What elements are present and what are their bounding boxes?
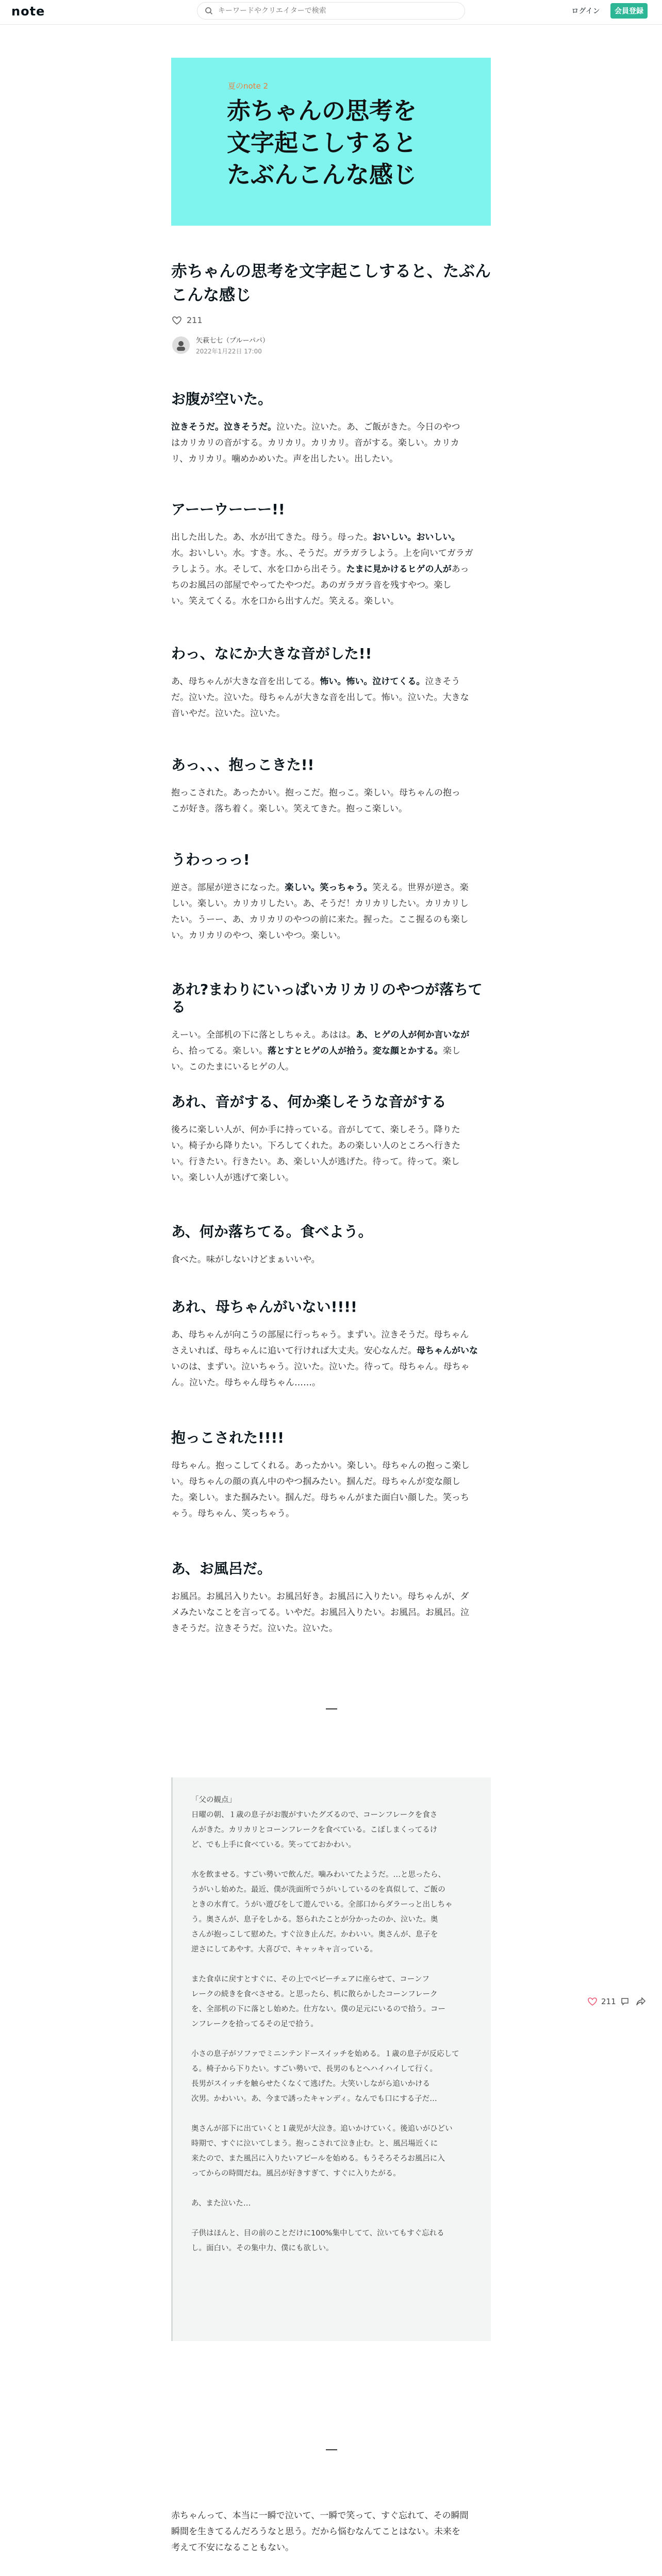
body-line: ラしよう。水。そして、水を口から出そう。たまに見かけるヒゲの人があっ: [171, 564, 469, 574]
section-body: [171, 1327, 491, 1391]
body-line: たい。うーー、あ、カリカリのやつの前に来た。握った。ここ握るのも楽し: [171, 914, 469, 925]
section-4: [171, 756, 491, 817]
note-logo[interactable]: note: [11, 4, 45, 19]
body-line: あ、母ちゃんが向こうの部屋に行っちゃう。まずい。泣きそうだ。母ちゃん: [171, 1330, 469, 1340]
section-body: [171, 1458, 491, 1522]
section-3: [171, 645, 491, 722]
section-body: [171, 1252, 491, 1268]
share-icon[interactable]: [636, 1997, 646, 2006]
body-line: はカリカリの音がする。カリカリ。カリカリ。音がする。楽しい。カリカ: [171, 438, 459, 448]
divider: [326, 2449, 337, 2450]
section-body: [171, 674, 491, 722]
section-heading: あ、お風呂だ。: [171, 1560, 272, 1577]
quote-paragraph: 奥さんが部下に出ていくと１歳児が大泣き。追いかけていく。後追いがひどい 時期で、すぐに泣いてしまう。抱っこされて泣き止む。と、風呂場近くに 来たので、また風呂に入りたいアピールを始める。もうそろそろお風呂に入 ってからの時間だね。風呂が好きすぎて、すぐに入りたがる。: [191, 2125, 453, 2178]
body-line: 音いやだ。泣いた。泣いた。: [171, 708, 285, 719]
body-line: メみたいなことを言ってる。いやだ。お風呂入りたい。お風呂。お風呂。泣: [171, 1607, 469, 1618]
quote-paragraph: また食卓に戻すとすぐに、その上でペビーチェアに座らせて、コーンフ レークの続きを食べさせる。と思ったら、机に散らかしたコーンフレーク を、全部机の下に落とし始めた。仕方ない。僕の足元にいるので拾う。コー ンフレークを拾ってるその足で拾う。: [191, 1975, 445, 2028]
like-count: 211: [187, 315, 203, 325]
hero-image: [171, 58, 491, 226]
section-heading: あっ、、、抱っこきた!!: [171, 756, 315, 773]
author-name[interactable]: 矢萩七七（プルーパパ）: [196, 337, 269, 345]
body-line: た。楽しい。また掴みたい。掴んだ。母ちゃんがまた面白い顔した。笑っち: [171, 1493, 469, 1503]
signup-button[interactable]: 会員登録: [610, 3, 648, 19]
section-10: [171, 1429, 491, 1522]
section-body: [171, 1027, 491, 1075]
section-heading: あれ、母ちゃんがいない!!!!: [171, 1298, 357, 1315]
search-icon: [205, 7, 213, 15]
article-title: 赤ちゃんの思考を文字起こしすると、たぶん こんな感じ: [171, 262, 491, 304]
body-line: 母ちゃん。抱っこしてくれる。あったかい。楽しい。母ちゃんの抱っこ楽し: [171, 1461, 470, 1471]
section-7: [171, 1093, 491, 1186]
post-date: 2022年1月22日 17:00: [196, 348, 262, 355]
body-line: ちのお風呂の部屋でやってたやつだ。あのガラガラ音を残すやつ。楽し: [171, 580, 452, 590]
hero-tag: 夏のnote 2: [228, 81, 269, 91]
body-line: いのは、まずい。泣いちゃう。泣いた。泣いた。待って。母ちゃん。母ちゃ: [171, 1362, 470, 1372]
avatar-icon: [175, 339, 187, 351]
body-line: 出した出した。あ、水が出てきた。母う。母った。おいしい。おいしい。: [171, 532, 460, 543]
section-9: [171, 1298, 491, 1391]
section-heading: お腹が空いた。: [171, 391, 273, 408]
section-5: [171, 851, 491, 944]
body-line: こが好き。落ち着く。楽しい。笑えてきた。抱っこ楽しい。: [171, 804, 407, 814]
body-line: しい。楽しい。カリカリしたい。あ、そうだ！カリカリしたい。カリカリし: [171, 899, 469, 909]
section-heading: あれ、音がする、何か楽しそうな音がする: [171, 1093, 446, 1110]
side-like-count: 211: [601, 1997, 616, 2006]
avatar[interactable]: [172, 336, 190, 354]
section-body: [171, 419, 491, 467]
divider: [326, 1708, 337, 1709]
body-line: い。楽しい人が逃げて楽しい。: [171, 1173, 294, 1183]
section-body: [171, 785, 491, 817]
section-8: [171, 1223, 491, 1268]
closing-paragraph: 赤ちゃんって、本当に一瞬で泣いて、一瞬で笑って、すぐ忘れて、その瞬間 瞬間を生きてるんだろうなと思う。だから悩むなんてことはない。未来を 考えて不安になることもない。: [171, 2511, 469, 2553]
comment-icon[interactable]: [620, 1997, 630, 2006]
quote-paragraph: 「父の観点」 日曜の朝、１歳の息子がお腹がすいたグズるので、コーンフレークを食さ んがきた。カリカリとコーンフレークを食べている。こぼしまくってるけ ど、でも上手に食べている。笑ってておかわい。: [191, 1796, 438, 1849]
section-1: [171, 391, 491, 467]
body-line: い。カリカリのやつ、楽しいやつ。楽しい。: [171, 930, 346, 941]
section-heading: あれ?まわりにいっぱいカリカリのやつが落ちてる: [171, 981, 483, 1015]
heart-icon: [172, 316, 181, 325]
body-line: い。椅子から降りたい。下ろしてくれた。あの楽しい人のところへ行きた: [171, 1141, 460, 1151]
body-line: い。母ちゃんの顔の真ん中のやつ掴みたい。掴んだ。母ちゃんが変な顔し: [171, 1477, 460, 1487]
section-6: [171, 981, 491, 1075]
quote-block: [171, 1777, 491, 2341]
body-line: 泣きそうだ。泣きそうだ。泣いた。泣いた。あ、ご飯がきた。今日のやつ: [171, 422, 460, 432]
body-line: ら、拾ってる。楽しい。落とすとヒゲの人が拾う。変な顔とかする。楽し: [171, 1046, 460, 1056]
body-line: 後ろに楽しい人が、何か手に持っている。音がしてて、楽しそう。降りた: [171, 1125, 460, 1135]
body-line: い。行きたい。行きたい。あ、楽しい人が逃げた。待って。待って。楽し: [171, 1157, 460, 1167]
body-line: さえいれば、母ちゃんに追いて行ければ大丈夫。安心なんだ。母ちゃんがいな: [171, 1346, 478, 1356]
quote-paragraph: 子供はほんと、目の前のことだけに100%集中してて、泣いてもすぐ忘れる し。面白い。その集中力、僕にも欲しい。: [191, 2229, 444, 2252]
body-line: 水。おいしい。水。すき。水。、そうだ。ガラガラしよう。上を向いてガラガ: [171, 548, 473, 558]
body-line: リ、カリカリ。噛めかめいた。声を出したい。出したい。: [171, 454, 399, 464]
section-heading: うわっっっ!: [171, 851, 250, 868]
section-heading: アーーウーーー!!: [171, 501, 285, 518]
section-heading: あ、何か落ちてる。食べよう。: [171, 1223, 373, 1240]
body-line: い。このたまにいるヒゲの人。: [171, 1062, 294, 1072]
author-block[interactable]: [172, 335, 269, 355]
body-line: きそうだ。泣きそうだ。泣いた。泣いた。: [171, 1623, 338, 1634]
body-line: だ。泣いた。泣いた。母ちゃんが大きな音を出して。怖い。泣いた。大きな: [171, 692, 469, 703]
top-header: [0, 0, 662, 25]
body-line: 逆さ。部屋が逆さになった。楽しい。笑っちゃう。笑える。世界が逆さ。楽: [171, 883, 469, 893]
section-2: [171, 501, 491, 609]
body-line: お風呂。お風呂入りたい。お風呂好き。お風呂に入りたい。母ちゃんが、ダ: [171, 1591, 469, 1602]
search-box[interactable]: [197, 2, 465, 20]
body-line: えーい。全部机の下に落としちゃえ。あはは。あ、ヒゲの人が何か言いなが: [171, 1030, 470, 1040]
section-body: [171, 1589, 491, 1637]
section-body: [171, 1122, 491, 1186]
quote-paragraph: あ、また泣いた…: [191, 2199, 251, 2208]
section-body: [171, 880, 491, 944]
heart-icon[interactable]: [588, 1997, 597, 2006]
quote-paragraph: 水を飲ませる。すごい勢いで飲んだ。噛みわいてたようだ。…と思ったら、 うがいし始めた。最近、僕が洗面所でうがいしているのを真似して、ご飯の ときの水育て。うがい遊びをして遊んでいる。全部口からダラーっと出しちゃ う。奥さんが、息子をしかる。怒られたことが分かったのか、泣いた。奥 さんが抱っこして慰めた。すぐ泣き止んだ。かわいい。奥さんが、息子を 逆さにしてあやす。大喜びで、キャッキャ言っている。: [191, 1871, 453, 1954]
section-heading: わっ、なにか大きな音がした!!: [171, 645, 372, 662]
body-line: ん。泣いた。母ちゃん母ちゃん……。: [171, 1378, 321, 1388]
body-line: 抱っこされた。あったかい。抱っこだ。抱っこ。楽しい。母ちゃんの抱っ: [171, 788, 460, 798]
like-counter[interactable]: [172, 315, 203, 325]
quote-paragraph: 小さの息子がソファでミニンテンドースイッチを始める。１歳の息子が反応して る。椅子から下りたい。すごい勢いで、長男のもとへハイハイして行く。 長男がスイッチを触らせたくなくて逃げた。大笑いしながら追いかける 次男。かわいい。あ、今まで誘ったキャンディ。なんでも口にする子だ…: [191, 2050, 459, 2103]
section-body: [171, 530, 491, 609]
body-line: あ、母ちゃんが大きな音を出してる。怖い。怖い。泣けてくる。泣きそう: [171, 676, 460, 687]
login-button[interactable]: ログイン: [569, 3, 602, 19]
hero-title: 赤ちゃんの思考を 文字起こしすると たぶんこんな感じ: [227, 97, 417, 189]
section-heading: 抱っこされた!!!!: [171, 1429, 285, 1446]
section-11: [171, 1560, 491, 1637]
search-input[interactable]: [218, 7, 455, 15]
body-line: 食べた。味がしないけどまぁいいや。: [171, 1255, 320, 1265]
body-line: い。笑えてくる。水を口から出すんだ。笑える。楽しい。: [171, 596, 399, 606]
side-actions: [588, 1997, 646, 2006]
body-line: ゃう。母ちゃん、笑っちゃう。: [171, 1509, 295, 1519]
